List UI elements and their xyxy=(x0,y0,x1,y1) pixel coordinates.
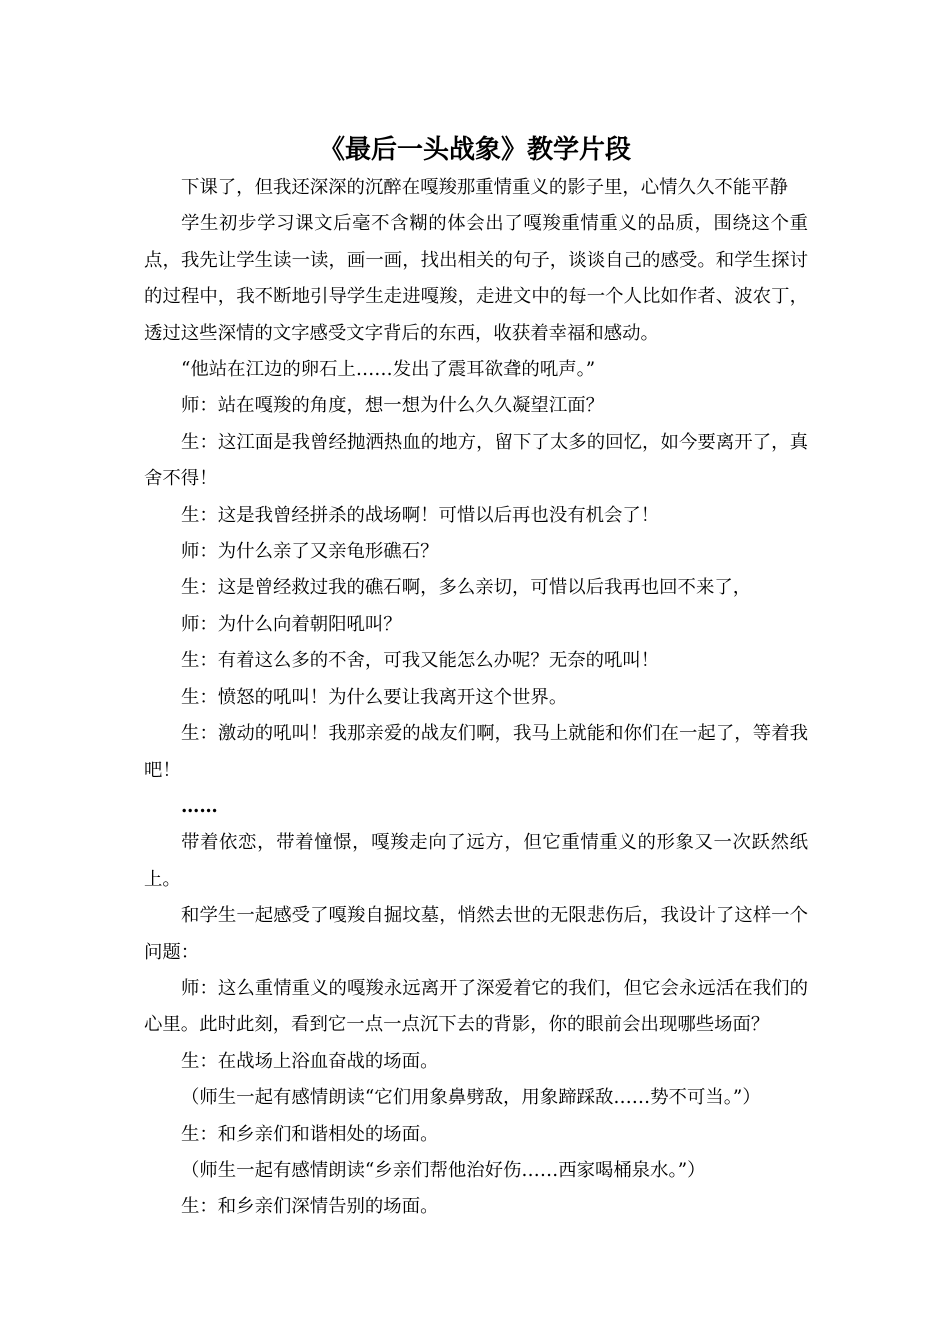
paragraph-method: 学生初步学习课文后毫不含糊的体会出了嘎羧重情重义的品质，围绕这个重点，我先让学生读一读，画一画，找出相关的句子，谈谈自己的感受。和学生探讨的过程中，我不断地引导学生走进嘎羧，走进文中的每一个人比如作者、波农丁，透过这些深情的文字感受文字背后的东西，收获着幸福和感动。 xyxy=(144,213,808,344)
paragraph-reading-note: （师生一起有感情朗读“它们用象鼻劈敌，用象蹄踩敌……势不可当。”） xyxy=(181,1087,761,1109)
paragraph-dialogue: 生：有着这么多的不舍，可我又能怎么办呢？无奈的吼叫！ xyxy=(181,650,660,672)
paragraph-dialogue: 生：激动的吼叫！我那亲爱的战友们啊，我马上就能和你们在一起了，等着我吧！ xyxy=(144,723,808,781)
paragraph-intro: 下课了，但我还深深的沉醉在嘎羧那重情重义的影子里，心情久久不能平静 xyxy=(181,177,788,198)
paragraph-ellipsis: …… xyxy=(181,795,218,817)
paragraph-dialogue: 师：为什么向着朝阳吼叫？ xyxy=(181,613,402,635)
paragraph-reading-note: （师生一起有感情朗读“乡亲们帮他治好伤……西家喝桶泉水。”） xyxy=(181,1159,706,1181)
paragraph-quote: “他站在江边的卵石上……发出了震耳欲聋的吼声。” xyxy=(181,359,596,381)
paragraph-dialogue: 师：站在嘎羧的角度，想一想为什么久久凝望江面？ xyxy=(181,395,604,417)
paragraph-dialogue: 生：这是曾经救过我的礁石啊，多么亲切，可惜以后我再也回不来了， xyxy=(181,577,752,599)
document-title: 《最后一头战象》教学片段 xyxy=(318,135,631,165)
paragraph-narration: 带着依恋，带着憧憬，嘎羧走向了远方，但它重情重义的形象又一次跃然纸上。 xyxy=(144,832,808,890)
paragraph-dialogue: 生：在战场上浴血奋战的场面。 xyxy=(181,1050,439,1072)
paragraph-dialogue: 师：为什么亲了又亲龟形礁石？ xyxy=(181,541,439,563)
paragraph-narration: 和学生一起感受了嘎羧自掘坟墓，悄然去世的无限悲伤后，我设计了这样一个问题： xyxy=(144,905,808,963)
paragraph-dialogue: 生：这是我曾经拼杀的战场啊！可惜以后再也没有机会了！ xyxy=(181,504,660,526)
paragraph-dialogue: 生：和乡亲们深情告别的场面。 xyxy=(181,1196,439,1218)
paragraph-dialogue: 师：这么重情重义的嘎羧永远离开了深爱着它的我们，但它会永远活在我们的心里。此时此刻，看到它一点一点沉下去的背影，你的眼前会出现哪些场面？ xyxy=(144,977,808,1036)
paragraph-dialogue: 生：这江面是我曾经抛洒热血的地方，留下了太多的回忆，如今要离开了，真舍不得！ xyxy=(144,431,808,490)
document-body xyxy=(144,170,808,1226)
paragraph-dialogue: 生：和乡亲们和谐相处的场面。 xyxy=(181,1123,439,1145)
paragraph-dialogue: 生：愤怒的吼叫！为什么要让我离开这个世界。 xyxy=(181,686,568,708)
